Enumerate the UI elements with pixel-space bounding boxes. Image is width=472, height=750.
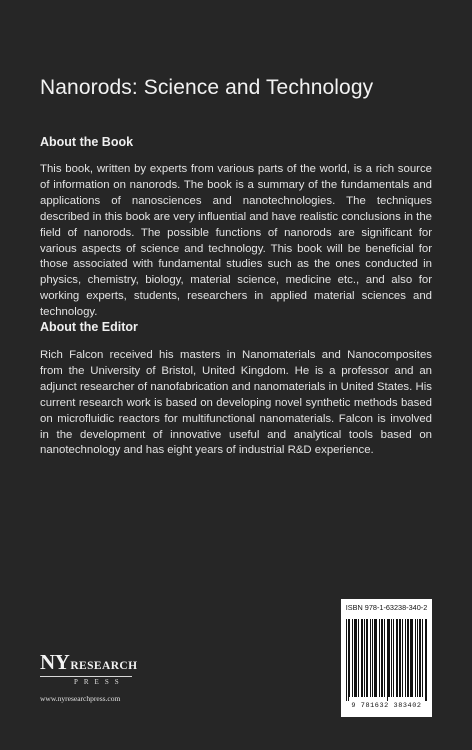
barcode-bar [420, 619, 421, 697]
logo-ny-text: NY [40, 650, 70, 674]
barcode-bar [358, 619, 359, 697]
barcode-bar [388, 619, 389, 697]
barcode-bar [366, 619, 367, 697]
publisher-logo [40, 650, 160, 703]
barcode-bar [391, 619, 392, 697]
barcode-bar [417, 619, 418, 697]
barcode-bar [354, 619, 355, 697]
publisher-url: www.nyresearchpress.com [40, 694, 121, 703]
about-editor-heading: About the Editor [40, 320, 138, 334]
barcode-bar [402, 619, 403, 697]
barcode-bar [367, 619, 368, 697]
barcode-bar [346, 619, 347, 701]
isbn-label: ISBN 978-1-63238-340-2 [345, 603, 428, 612]
barcode-bar [370, 619, 371, 697]
barcode-bar [356, 619, 357, 697]
barcode-bar [411, 619, 412, 697]
barcode-bar [397, 619, 398, 697]
barcode-bar [374, 619, 375, 697]
barcode-bar [407, 619, 408, 697]
logo-research-text: RESEARCH [70, 660, 138, 672]
barcode-bar [361, 619, 362, 697]
barcode-bar [362, 619, 363, 697]
barcode-bar [396, 619, 397, 697]
barcode-bar [408, 619, 409, 697]
barcode-bar [376, 619, 377, 697]
barcode-bar [375, 619, 376, 697]
barcode-bar [355, 619, 356, 697]
barcode-bar [426, 619, 427, 701]
barcode-bars [346, 619, 427, 701]
about-book-heading: About the Book [40, 135, 134, 149]
barcode-bar [393, 619, 394, 697]
barcode-bar [400, 619, 401, 697]
barcode-bar [405, 619, 406, 697]
about-book-text: This book, written by experts from various parts of the world, is a rich source of information on nanorods. The book is a summary of the fundamentals and applications of nanosciences and nanotechnologies. The techniques described in this book are very influential and have realistic conclusions in the field of nanorods. The possible functions of nanorods are significant for various aspects of science and technology. This book will be beneficial for those associated with fundamental studies such as the ones conducted in physics, chemistry, biology, material science, medicine etc., and also for working experts, students, researchers in applied material sciences and technology. [40, 163, 432, 319]
barcode-bar [379, 619, 380, 697]
logo-press-text: PRESS [74, 678, 125, 686]
barcode-bar [364, 619, 365, 697]
barcode-bar [349, 619, 350, 697]
barcode-bar [372, 619, 373, 697]
barcode-bar [352, 619, 353, 697]
barcode-bar [384, 619, 385, 697]
book-title: Nanorods: Science and Technology [40, 76, 374, 99]
logo-divider [40, 676, 132, 677]
barcode-digits: 9 781632 383402 [351, 702, 422, 710]
barcode-bar [387, 619, 388, 701]
barcode-bar [412, 619, 413, 697]
barcode-bar [382, 619, 383, 697]
barcode-bar [389, 619, 390, 697]
barcode-bar [419, 619, 420, 697]
publisher-wordmark [40, 650, 160, 675]
barcode-bar [399, 619, 400, 697]
barcode-bar [410, 619, 411, 697]
barcode-bar [348, 619, 349, 701]
barcode-bar [425, 619, 426, 701]
barcode-bar [381, 619, 382, 697]
barcode-bar [415, 619, 416, 697]
isbn-barcode [341, 599, 432, 717]
barcode-bar [422, 619, 423, 697]
about-editor-text: Rich Falcon received his masters in Nanomaterials and Nanocomposites from the University of Bristol, United Kingdom. He is a professor and an adjunct researcher of nanofabrication and nanomaterials in United States. His current research work is based on developing novel synthetic methods based on microfluidic reactors for multifunctional nanomaterials. Falcon is involved in the development of innovative useful and analytical tools based on nanotechnology and has eight years of industrial R&D experience. [40, 349, 432, 457]
